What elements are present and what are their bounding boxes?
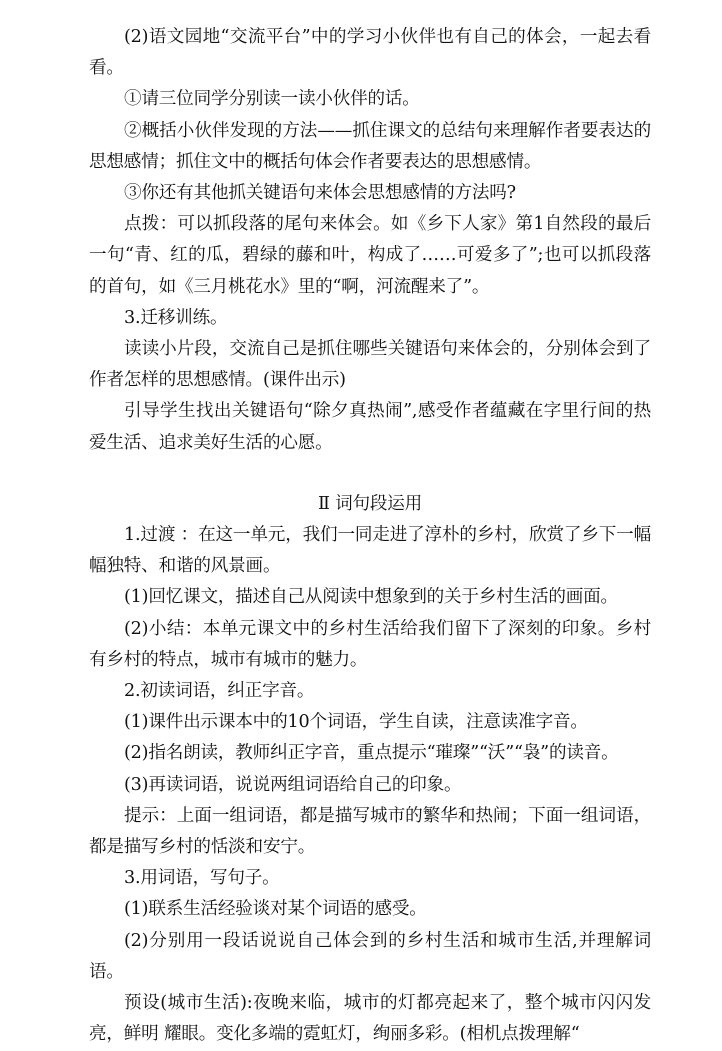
paragraph: 提示：上面一组词语，都是描写城市的繁华和热闹；下面一组词语，都是描写乡村的恬淡和安宁。	[89, 805, 651, 858]
section-spacer	[89, 459, 651, 489]
paragraph: (1)联系生活经验谈对某个词语的感受。	[124, 899, 427, 920]
paragraph: 3.迁移训练。	[124, 307, 228, 328]
paragraph: 2.初读词语，纠正字音。	[124, 681, 315, 702]
paragraph: (1)回忆课文，描述自己从阅读中想象到的关于乡村生活的画面。	[124, 587, 618, 608]
paragraph: (2)小结：本单元课文中的乡村生活给我们留下了深刻的印象。乡村有乡村的特点，城市有城市的魅力。	[89, 618, 651, 670]
document-page	[89, 22, 651, 1051]
section-heading: Ⅱ 词句段运用	[317, 493, 423, 514]
paragraph: 1.过渡 ：在这一单元，我们一同走进了淳朴的乡村，欣赏了乡下一幅幅独特、和谐的风景画。	[89, 525, 651, 577]
paragraph: (2)分别用一段话说说自己体会到的乡村生活和城市生活,并理解词语。	[89, 930, 651, 982]
paragraph: 点拨：可以抓段落的尾句来体会。如《乡下人家》第1自然段的最后一句“青、红的瓜，碧绿的藤和叶，构成了……可爱多了”;也可以抓段落的首句，如《三月桃花水》里的“啊，河流醒来了”。	[89, 214, 651, 297]
paragraph: 读读小片段，交流自己是抓住哪些关键语句来体会的，分别体会到了作者怎样的思想感情。(课件出示)	[89, 339, 651, 391]
paragraph: (2)指名朗读，教师纠正字音，重点提示“璀璨”“沃”“袅”的读音。	[124, 743, 619, 764]
paragraph: (3)再读词语，说说两组词语给自己的印象。	[124, 774, 462, 795]
paragraph: ②概括小伙伴发现的方法——抓住课文的总结句来理解作者要表达的思想感情；抓住文中的概括句体会作者要表达的思想感情。	[89, 120, 651, 172]
paragraph: ③你还有其他抓关键语句来体会思想感情的方法吗?	[124, 183, 516, 204]
paragraph: 3.用词语，写句子。	[124, 868, 280, 889]
paragraph: 引导学生找出关键语句“除夕真热闹”,感受作者蕴藏在字里行间的热爱生活、追求美好生活的心愿。	[89, 401, 651, 453]
paragraph: 预设(城市生活):夜晚来临，城市的灯都亮起来了，整个城市闪闪发亮，鲜明 耀眼。变化多端的霓虹灯，绚丽多彩。(相机点拨理解“	[89, 993, 651, 1045]
paragraph: (2)语文园地“交流平台”中的学习小伙伴也有自己的体会，一起去看看。	[89, 27, 651, 79]
paragraph: ①请三位同学分别读一读小伙伴的话。	[124, 89, 420, 110]
paragraph: (1)课件出示课本中的10个词语，学生自读，注意读准字音。	[124, 712, 588, 733]
